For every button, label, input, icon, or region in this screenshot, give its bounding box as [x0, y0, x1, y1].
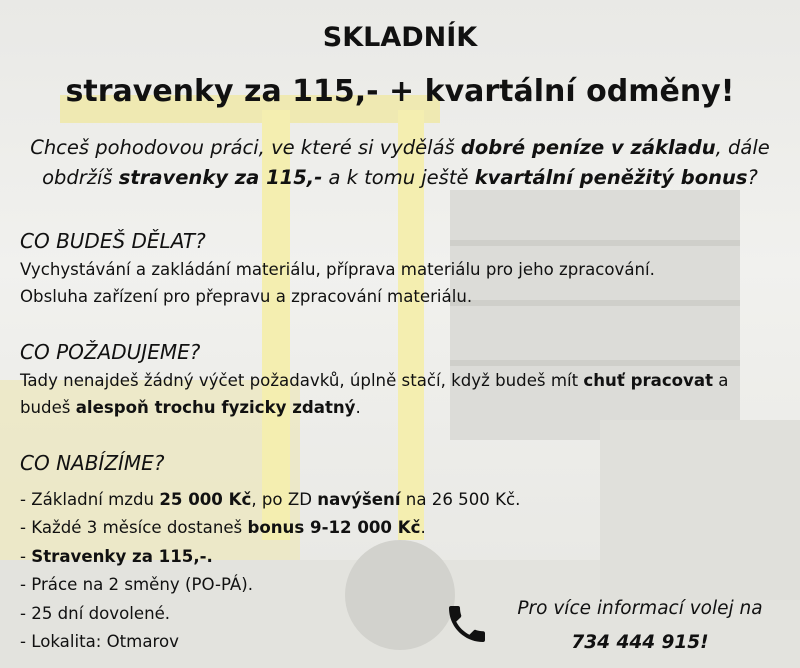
offer-text-part: . [420, 518, 426, 538]
intro-text-part: , dále [715, 136, 770, 159]
work-line-1: Vychystávání a zakládání materiálu, příprava materiálu pro jeho zpracování. [20, 260, 655, 279]
offer-text-part: na 26 500 Kč. [400, 490, 521, 509]
offer-bonus: bonus 9-12 000 Kč [247, 518, 421, 538]
offer-text-part: - [20, 546, 32, 566]
page-subtitle: stravenky za 115,- + kvartální odměny! [65, 74, 735, 109]
phone-number[interactable]: 734 444 915! [571, 632, 709, 653]
list-item: - Práce na 2 směny (PO-PÁ). [20, 575, 254, 595]
intro-highlight-bonus: kvartální peněžitý bonus [474, 166, 748, 189]
phone-icon [443, 598, 491, 650]
work-description [20, 256, 790, 310]
list-item [20, 486, 520, 514]
intro-highlight-vouchers: stravenky za 115,- [118, 166, 323, 189]
offer-text-part: - Základní mzdu [20, 490, 160, 509]
req-text-part: a budeš [20, 371, 729, 417]
intro-text-part: obdržíš [42, 166, 119, 189]
heading-requirements: CO POŽADUJEME? [20, 340, 201, 364]
intro-text-part: a k tomu ještě [322, 166, 475, 189]
offer-text-part: - Každé 3 měsíce dostaneš [20, 518, 248, 538]
work-line-2: Obsluha zařízení pro přepravu a zpracování materiálu. [20, 287, 473, 306]
list-item: - Lokalita: Otmarov [20, 631, 179, 651]
req-highlight-fitness: alespoň trochu fyzicky zdatný [75, 398, 356, 417]
req-text-part: . [355, 398, 361, 417]
offer-vouchers: Stravenky za 115,-. [31, 546, 213, 566]
intro-line-1 [0, 133, 800, 163]
contact-text: Pro více informací volej na [517, 598, 763, 619]
intro-text-part: Chceš pohodovou práci, ve které si vyděláš [30, 136, 461, 159]
req-text-part: Tady nenajdeš žádný výčet požadavků, úplně stačí, když budeš mít [20, 371, 584, 390]
list-item [20, 514, 520, 542]
intro-text [0, 133, 800, 193]
intro-line-2 [0, 163, 800, 193]
contact-info [490, 592, 790, 660]
list-item [20, 543, 520, 571]
req-highlight-motivation: chuť pracovat [583, 371, 714, 390]
offer-salary: 25 000 Kč [159, 490, 252, 509]
requirements-text [20, 367, 780, 421]
heading-offer: CO NABÍZÍME? [20, 451, 165, 475]
intro-highlight-salary: dobré peníze v základu [460, 136, 716, 159]
page-title: SKLADNÍK [322, 22, 478, 53]
list-item: - 25 dní dovolené. [20, 603, 171, 623]
intro-text-part: ? [747, 166, 758, 189]
heading-work: CO BUDEŠ DĚLAT? [20, 229, 206, 253]
offer-raise: navýšení [317, 490, 401, 509]
offer-text-part: , po ZD [251, 490, 318, 509]
